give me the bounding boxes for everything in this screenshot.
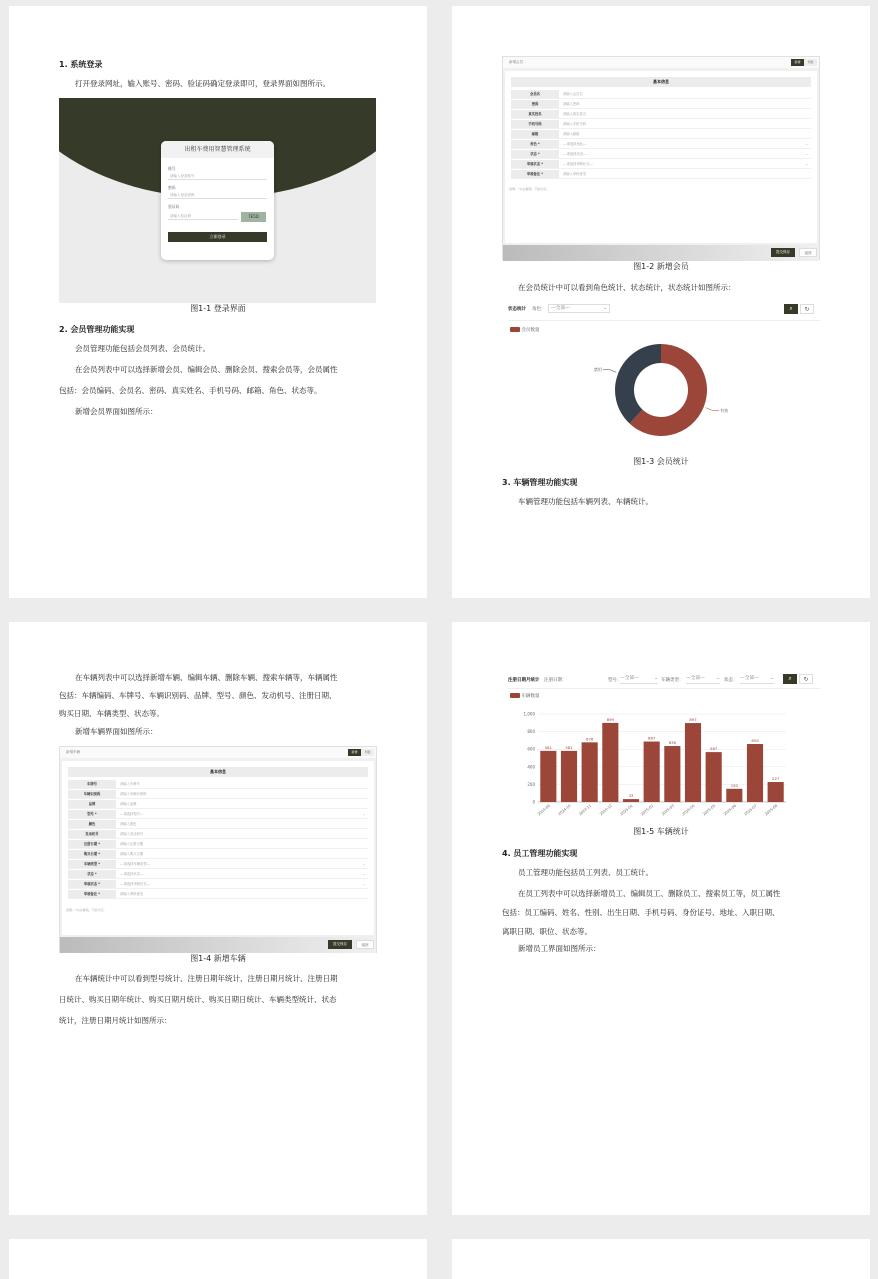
refresh-icon[interactable]: ↻ — [799, 674, 813, 684]
search-icon[interactable]: ⌕ — [783, 674, 797, 684]
field-label: 审核状态 * — [511, 160, 559, 168]
x-tick-label: 2025-08 — [764, 803, 779, 817]
figure-caption: 图1-4 新增车辆 — [190, 954, 246, 963]
add-member-screenshot — [502, 56, 820, 260]
bar — [540, 751, 556, 802]
x-tick-label: 2024-10 — [557, 803, 572, 817]
account-input[interactable]: 请输入登录账号 — [168, 172, 267, 180]
vehicle-stat-screenshot — [502, 672, 820, 822]
x-tick-label: 2025-02 — [640, 803, 655, 817]
role-filter-label: 角色： — [532, 307, 546, 312]
status-filter-label: 状态： — [724, 678, 738, 683]
paragraph: 在车辆列表中可以选择新增车辆、编辑车辆、删除车辆、搜索车辆等，车辆属性 — [75, 673, 338, 682]
form-note: 说明：*为必填项，不能为空。 — [509, 187, 550, 191]
document-page-4 — [452, 622, 870, 1215]
field-input[interactable]: 请输入车辆识别码 — [120, 792, 147, 796]
field-label: 会员名 — [511, 90, 559, 98]
bar-value-label: 227 — [772, 776, 780, 782]
bar — [706, 752, 722, 802]
form-row — [68, 840, 368, 849]
form-row — [68, 880, 368, 889]
search-icon[interactable]: ⌕ — [784, 304, 798, 314]
role-filter-value: ---全部--- — [551, 306, 570, 311]
captcha-image[interactable]: 7E5D — [241, 212, 266, 222]
x-tick-label: 2025-03 — [660, 803, 675, 817]
bar-value-label: 897 — [689, 717, 697, 723]
paragraph: 在车辆统计中可以看到型号统计、注册日期年统计、注册日期月统计、注册日期 — [75, 974, 338, 983]
chevron-down-icon: ⌄ — [805, 152, 808, 156]
form-row — [68, 820, 368, 829]
model-filter-value: ---全部--- — [620, 676, 639, 681]
form-header: 基本信息 — [511, 77, 811, 87]
document-page-5 — [9, 1239, 427, 1279]
document-page-2 — [452, 6, 870, 598]
bar-value-label: 581 — [565, 744, 573, 750]
form-note: 说明：*为必填项，不能为空。 — [66, 908, 107, 912]
field-label: 车辆类型 * — [68, 860, 116, 868]
account-label: 账号 — [168, 166, 176, 171]
type-filter-label: 车辆类型： — [661, 678, 684, 683]
field-input[interactable]: 请输入手机号码 — [563, 122, 587, 126]
paragraph: 离职日期、职位、状态等。 — [502, 927, 592, 936]
y-tick-label: 800 — [527, 729, 535, 735]
document-page-6 — [452, 1239, 870, 1279]
document-page-3 — [9, 622, 427, 1215]
section-heading: 1. 系统登录 — [59, 60, 103, 69]
field-input[interactable]: ---请选择状态--- — [120, 872, 144, 876]
field-input[interactable]: 请输入审核意见 — [563, 172, 587, 176]
password-label: 密码 — [168, 185, 176, 190]
bar — [582, 742, 598, 802]
chevron-down-icon: ⌄ — [805, 142, 808, 146]
legend-label: 车辆数量 — [521, 694, 540, 699]
field-input[interactable]: 请输入注册日期 — [120, 842, 144, 846]
chevron-down-icon: ⌄ — [770, 676, 774, 681]
stat-subtitle: 注册日期： — [544, 678, 567, 683]
bar-value-label: 678 — [586, 736, 594, 742]
x-tick-label: 2025-05 — [702, 803, 717, 817]
x-tick-label: 2024-12 — [598, 803, 613, 817]
y-tick-label: 0 — [532, 799, 535, 805]
paragraph: 在员工列表中可以选择新增员工、编辑员工、删除员工、搜索员工等，员工属性 — [518, 889, 781, 898]
y-tick-label: 200 — [527, 781, 535, 787]
bar — [768, 782, 784, 802]
login-title: 出租车费用智慧管理系统 — [161, 141, 274, 158]
form-row — [68, 870, 368, 879]
y-tick-label: 1,000 — [523, 711, 535, 717]
chevron-down-icon: ⌄ — [362, 872, 365, 876]
field-input[interactable]: 请输入会员名 — [563, 92, 583, 96]
field-input[interactable]: 请输入邮箱 — [563, 132, 580, 136]
add-tab-button[interactable]: 新增 — [791, 59, 804, 66]
paragraph: 新增会员界面如图所示： — [75, 407, 158, 416]
form-row — [511, 130, 811, 139]
form-row — [511, 150, 811, 159]
bar — [623, 799, 639, 802]
form-row — [68, 780, 368, 789]
stat-title: 状态统计 — [508, 307, 526, 312]
field-input[interactable]: ---请选择车辆类型--- — [120, 862, 151, 866]
list-tab-button[interactable]: 列表 — [804, 59, 817, 66]
field-label: 型号 * — [68, 810, 116, 818]
bar-value-label: 567 — [710, 746, 718, 752]
bar — [602, 723, 618, 802]
field-input[interactable]: 请输入密码 — [563, 102, 580, 106]
y-tick-label: 400 — [527, 764, 535, 770]
add-vehicle-screenshot — [59, 746, 377, 953]
field-label: 发动机号 — [68, 830, 116, 838]
form-row — [511, 100, 811, 109]
field-label: 审核备注 * — [511, 170, 559, 178]
field-label: 购买日期 * — [68, 850, 116, 858]
bar — [644, 742, 660, 802]
field-label: 状态 * — [68, 870, 116, 878]
x-tick-label: 2025-06 — [722, 803, 737, 817]
paragraph: 统计，注册日期月统计如图所示： — [59, 1016, 172, 1025]
x-tick-label: 2024-09 — [536, 803, 551, 817]
field-label: 真实姓名 — [511, 110, 559, 118]
chevron-down-icon: ⌄ — [654, 676, 658, 681]
bar-chart — [502, 672, 820, 822]
bar — [561, 751, 577, 802]
field-input[interactable]: ---请选择审核状态--- — [563, 162, 594, 166]
paragraph: 日统计、购买日期年统计、购买日期月统计、购买日期日统计、车辆类型统计、状态 — [59, 995, 337, 1004]
refresh-icon[interactable]: ↻ — [800, 304, 814, 314]
bar-value-label: 687 — [648, 735, 656, 741]
y-tick-label: 600 — [527, 746, 535, 752]
field-input[interactable]: 请输入发动机号 — [120, 832, 144, 836]
form-row — [68, 850, 368, 859]
bar — [664, 746, 680, 802]
chevron-down-icon: ⌄ — [603, 306, 607, 311]
bar-value-label: 33 — [628, 793, 634, 799]
paragraph: 购买日期、车辆类型、状态等。 — [59, 709, 164, 718]
paragraph: 包括：会员编码、会员名、密码、真实姓名、手机号码、邮箱、角色、状态等。 — [59, 386, 322, 395]
form-row — [68, 860, 368, 869]
form-row — [511, 120, 811, 129]
field-input[interactable]: ---请选择角色--- — [563, 142, 587, 146]
field-label: 邮箱 — [511, 130, 559, 138]
chevron-down-icon: ⌄ — [362, 862, 365, 866]
x-tick-label: 2025-04 — [681, 803, 696, 817]
list-tab-button[interactable]: 列表 — [361, 749, 374, 756]
field-label: 手机号码 — [511, 120, 559, 128]
paragraph: 新增员工界面如图所示： — [518, 944, 601, 953]
form-row — [68, 830, 368, 839]
form-row — [68, 800, 368, 809]
field-input[interactable]: 请输入购买日期 — [120, 852, 144, 856]
pie-label-line — [706, 408, 719, 411]
model-filter-label: 型号： — [608, 678, 622, 683]
field-label: 车辆识别码 — [68, 790, 116, 798]
form-row — [68, 810, 368, 819]
bar — [685, 723, 701, 802]
bar-value-label: 659 — [751, 738, 759, 744]
paragraph: 员工管理功能包括员工列表、员工统计。 — [518, 868, 653, 877]
section-heading: 2. 会员管理功能实现 — [59, 325, 135, 334]
section-heading: 4. 员工管理功能实现 — [502, 849, 578, 858]
form-row — [511, 170, 811, 179]
figure-caption: 图1-5 车辆统计 — [633, 827, 689, 836]
password-input[interactable]: 请输入登录密码 — [168, 191, 267, 199]
form-panel — [62, 761, 374, 935]
field-label: 审核状态 * — [68, 880, 116, 888]
x-tick-label: 2025-07 — [743, 803, 758, 817]
field-label: 品牌 — [68, 800, 116, 808]
member-stat-screenshot — [502, 302, 820, 452]
bar-value-label: 150 — [730, 782, 738, 788]
x-tick-label: 2025-01 — [619, 803, 634, 817]
stat-title: 注册日期月统计 — [508, 678, 540, 683]
pie-label: 禁用 — [593, 366, 602, 372]
field-label: 状态 * — [511, 150, 559, 158]
breadcrumb: 新增会员 — [503, 57, 819, 68]
form-panel — [505, 71, 817, 243]
form-row — [511, 140, 811, 149]
pie-chart — [502, 302, 820, 452]
x-tick-label: 2024-11 — [578, 803, 593, 817]
pie-label: 有效 — [720, 408, 729, 414]
paragraph: 在会员列表中可以选择新增会员、编辑会员、删除会员、搜索会员等，会员属性 — [75, 365, 338, 374]
field-label: 注册日期 * — [68, 840, 116, 848]
field-label: 颜色 — [68, 820, 116, 828]
field-input[interactable]: 请输入审核意见 — [120, 892, 144, 896]
figure-caption: 图1-2 新增会员 — [633, 262, 689, 271]
form-row — [68, 790, 368, 799]
form-row — [511, 160, 811, 169]
login-screenshot — [59, 98, 376, 303]
submit-button[interactable]: 提交保存 — [328, 940, 352, 949]
field-input[interactable]: 请输入品牌 — [120, 802, 137, 806]
bar — [747, 744, 763, 802]
chevron-down-icon: ⌄ — [362, 812, 365, 816]
pie-slice — [615, 344, 661, 424]
paragraph: 新增车辆界面如图所示： — [75, 727, 158, 736]
paragraph: 包括：员工编码、姓名、性别、出生日期、手机号码、身份证号、地址、入职日期、 — [502, 908, 780, 917]
field-input[interactable]: 请输入车牌号 — [120, 782, 140, 786]
form-footer — [60, 937, 376, 953]
captcha-label: 验证码 — [168, 204, 180, 209]
field-input[interactable]: ---请选择状态--- — [563, 152, 587, 156]
document-page-1 — [9, 6, 427, 598]
field-input[interactable]: 请输入颜色 — [120, 822, 137, 826]
form-footer — [503, 245, 819, 261]
back-button[interactable]: 返回 — [356, 940, 374, 949]
section-heading: 3. 车辆管理功能实现 — [502, 478, 578, 487]
field-label: 车牌号 — [68, 780, 116, 788]
login-card — [161, 141, 274, 260]
figure-caption: 图1-1 登录界面 — [190, 304, 246, 313]
form-row — [68, 890, 368, 899]
figure-caption: 图1-3 会员统计 — [633, 457, 689, 466]
chevron-down-icon: ⌄ — [716, 676, 720, 681]
field-input[interactable]: ---请选择型号--- — [120, 812, 144, 816]
field-label: 密码 — [511, 100, 559, 108]
field-label: 角色 * — [511, 140, 559, 148]
bar-value-label: 636 — [668, 740, 676, 746]
paragraph: 在会员统计中可以看到角色统计、状态统计，状态统计如图所示： — [518, 283, 736, 292]
bar-value-label: 899 — [606, 716, 614, 722]
form-row — [511, 110, 811, 119]
type-filter-value: ---全部--- — [686, 676, 705, 681]
back-button[interactable]: 返回 — [799, 248, 817, 257]
chevron-down-icon: ⌄ — [362, 882, 365, 886]
field-input[interactable]: 请输入真实姓名 — [563, 112, 587, 116]
submit-button[interactable]: 提交保存 — [771, 248, 795, 257]
pie-label-line — [603, 369, 616, 372]
form-row — [511, 90, 811, 99]
field-input[interactable]: ---请选择审核状态--- — [120, 882, 151, 886]
legend-label: 会员数量 — [521, 328, 540, 333]
paragraph: 会员管理功能包括会员列表、会员统计。 — [75, 344, 210, 353]
captcha-input[interactable]: 请输入验证码 — [168, 212, 238, 220]
paragraph: 车辆管理功能包括车辆列表、车辆统计。 — [518, 497, 653, 506]
field-label: 审核备注 * — [68, 890, 116, 898]
status-filter-value: ---全部--- — [740, 676, 759, 681]
paragraph: 包括：车辆编码、车牌号、车辆识别码、品牌、型号、颜色、发动机号、注册日期、 — [59, 691, 337, 700]
breadcrumb: 新增车辆 — [60, 747, 376, 758]
bar — [726, 789, 742, 802]
form-header: 基本信息 — [68, 767, 368, 777]
login-button[interactable]: 立即登录 — [168, 232, 267, 242]
add-tab-button[interactable]: 新增 — [348, 749, 361, 756]
paragraph: 打开登录网址，输入账号、密码、验证码确定登录即可，登录界面如图所示。 — [75, 79, 330, 88]
bar-value-label: 581 — [544, 744, 552, 750]
chevron-down-icon: ⌄ — [805, 162, 808, 166]
